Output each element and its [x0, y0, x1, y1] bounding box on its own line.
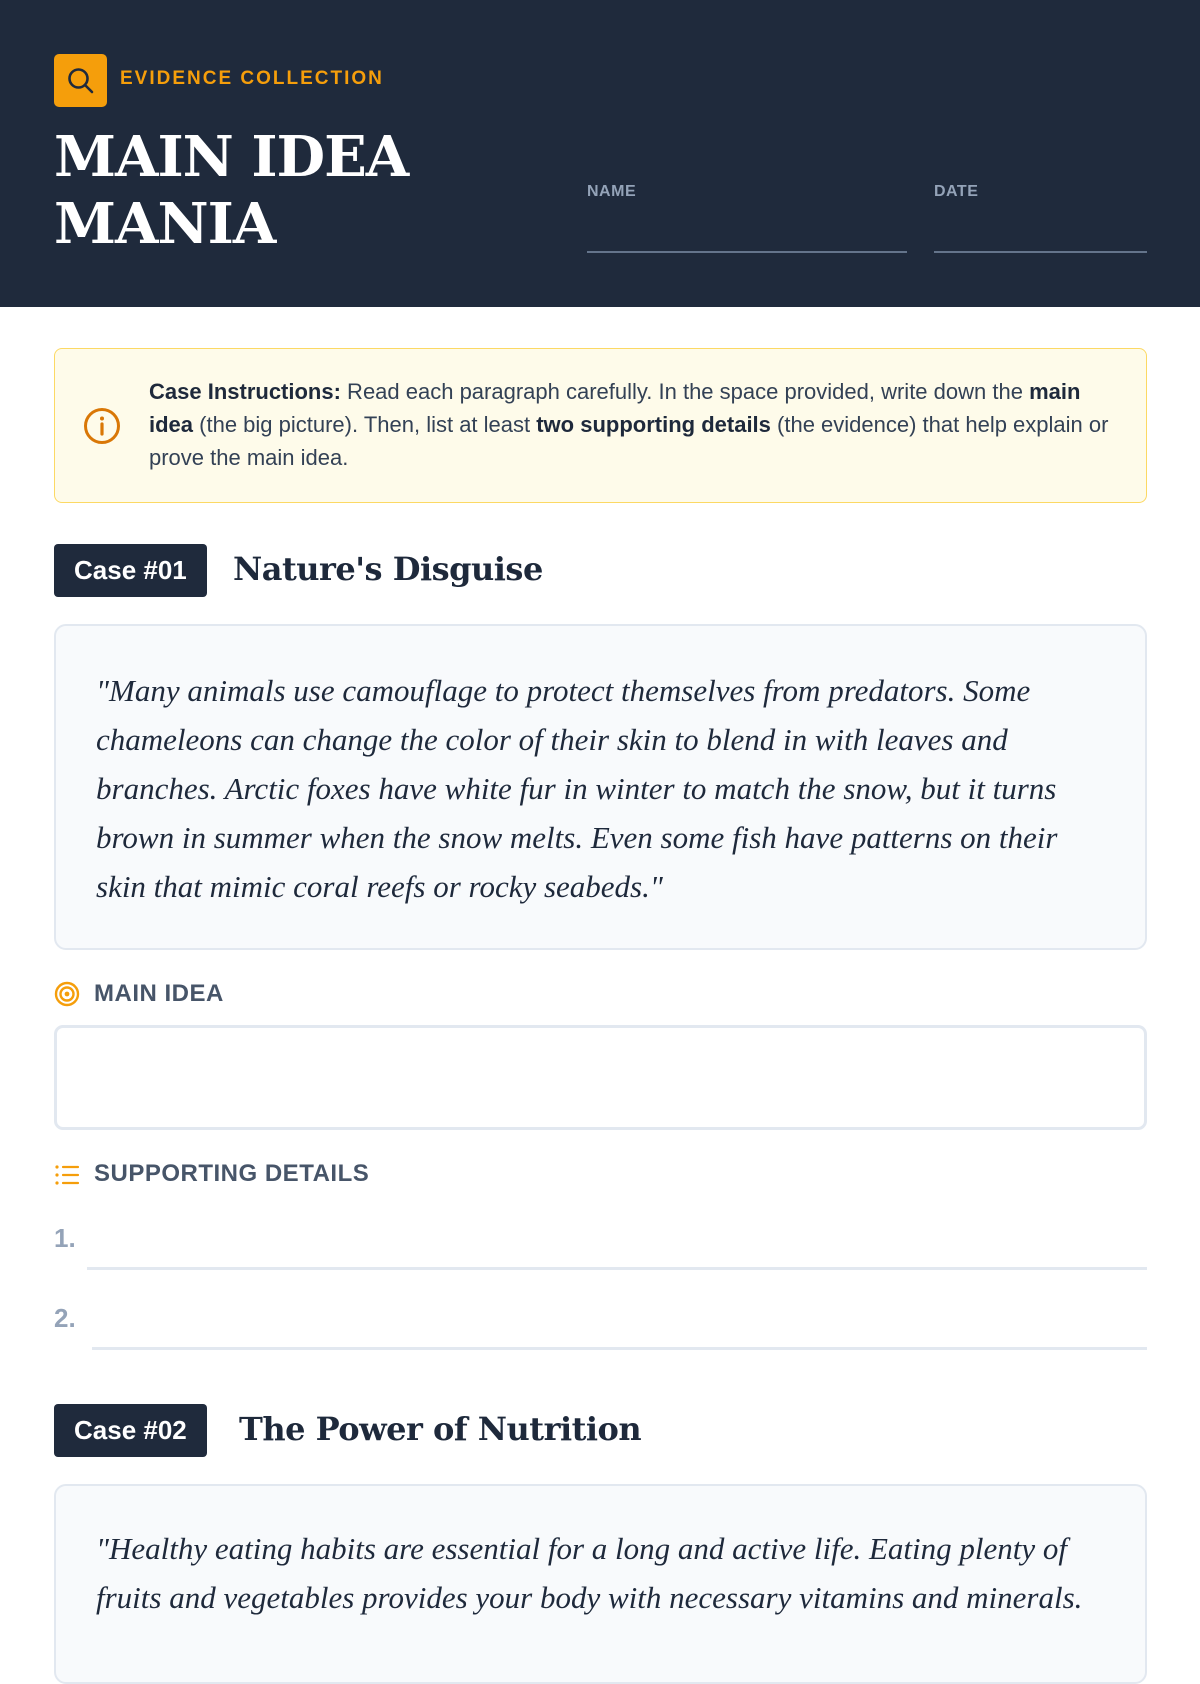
detail-number: 2.: [54, 1303, 76, 1333]
main-idea-input[interactable]: [54, 1025, 1147, 1130]
passage-text: "Many animals use camouflage to protect themselves from predators. Some chameleons can change the color of their skin to blend in with leaves and branches. Arctic foxes have white fur in winter to match the snow, but it turns brown in summer when the snow melts. Even some fish have patterns on their skin that mimic coral reefs or rocky seabeds.": [96, 673, 1058, 904]
case-passage: [54, 624, 1147, 950]
instructions-part: Read each paragraph carefully. In the space provided, write down the: [340, 379, 1030, 404]
main-idea-label: MAIN IDEA: [94, 980, 224, 1007]
magnifier-icon: [54, 54, 107, 107]
case-passage: [54, 1484, 1147, 1684]
date-field[interactable]: [934, 251, 1147, 253]
detail-line-2[interactable]: [92, 1347, 1147, 1350]
page-title: MAIN IDEA MANIA: [54, 124, 409, 257]
instructions-part: (the evidence) that help explain or prove the main idea.: [149, 412, 1109, 470]
case-tag: Case #02: [54, 1404, 207, 1457]
instructions-text: [149, 375, 1119, 474]
detail-number: 1.: [54, 1223, 76, 1253]
worksheet-header: [0, 0, 1200, 307]
date-field-label: DATE: [934, 183, 979, 200]
case-title: Nature's Disguise: [233, 550, 543, 588]
info-icon: [83, 407, 121, 445]
case-tag: Case #01: [54, 544, 207, 597]
case-title: The Power of Nutrition: [239, 1410, 642, 1448]
instructions-lead: Case Instructions:: [149, 379, 341, 404]
name-field-label: NAME: [587, 183, 637, 200]
target-icon: [54, 981, 80, 1007]
header-kicker: EVIDENCE COLLECTION: [120, 68, 384, 89]
name-field[interactable]: [587, 251, 907, 253]
instructions-callout: [54, 348, 1147, 503]
instructions-emphasis: main idea: [149, 379, 1081, 437]
detail-line-1[interactable]: [87, 1267, 1147, 1270]
instructions-part: (the big picture). Then, list at least: [193, 412, 537, 437]
supporting-details-label: SUPPORTING DETAILS: [94, 1160, 370, 1187]
instructions-emphasis: two supporting details: [536, 412, 771, 437]
list-icon: [54, 1162, 80, 1188]
passage-text: "Healthy eating habits are essential for a long and active life. Eating plenty of fruits and vegetables provides your body with necessary vitamins and minerals.: [96, 1531, 1083, 1615]
